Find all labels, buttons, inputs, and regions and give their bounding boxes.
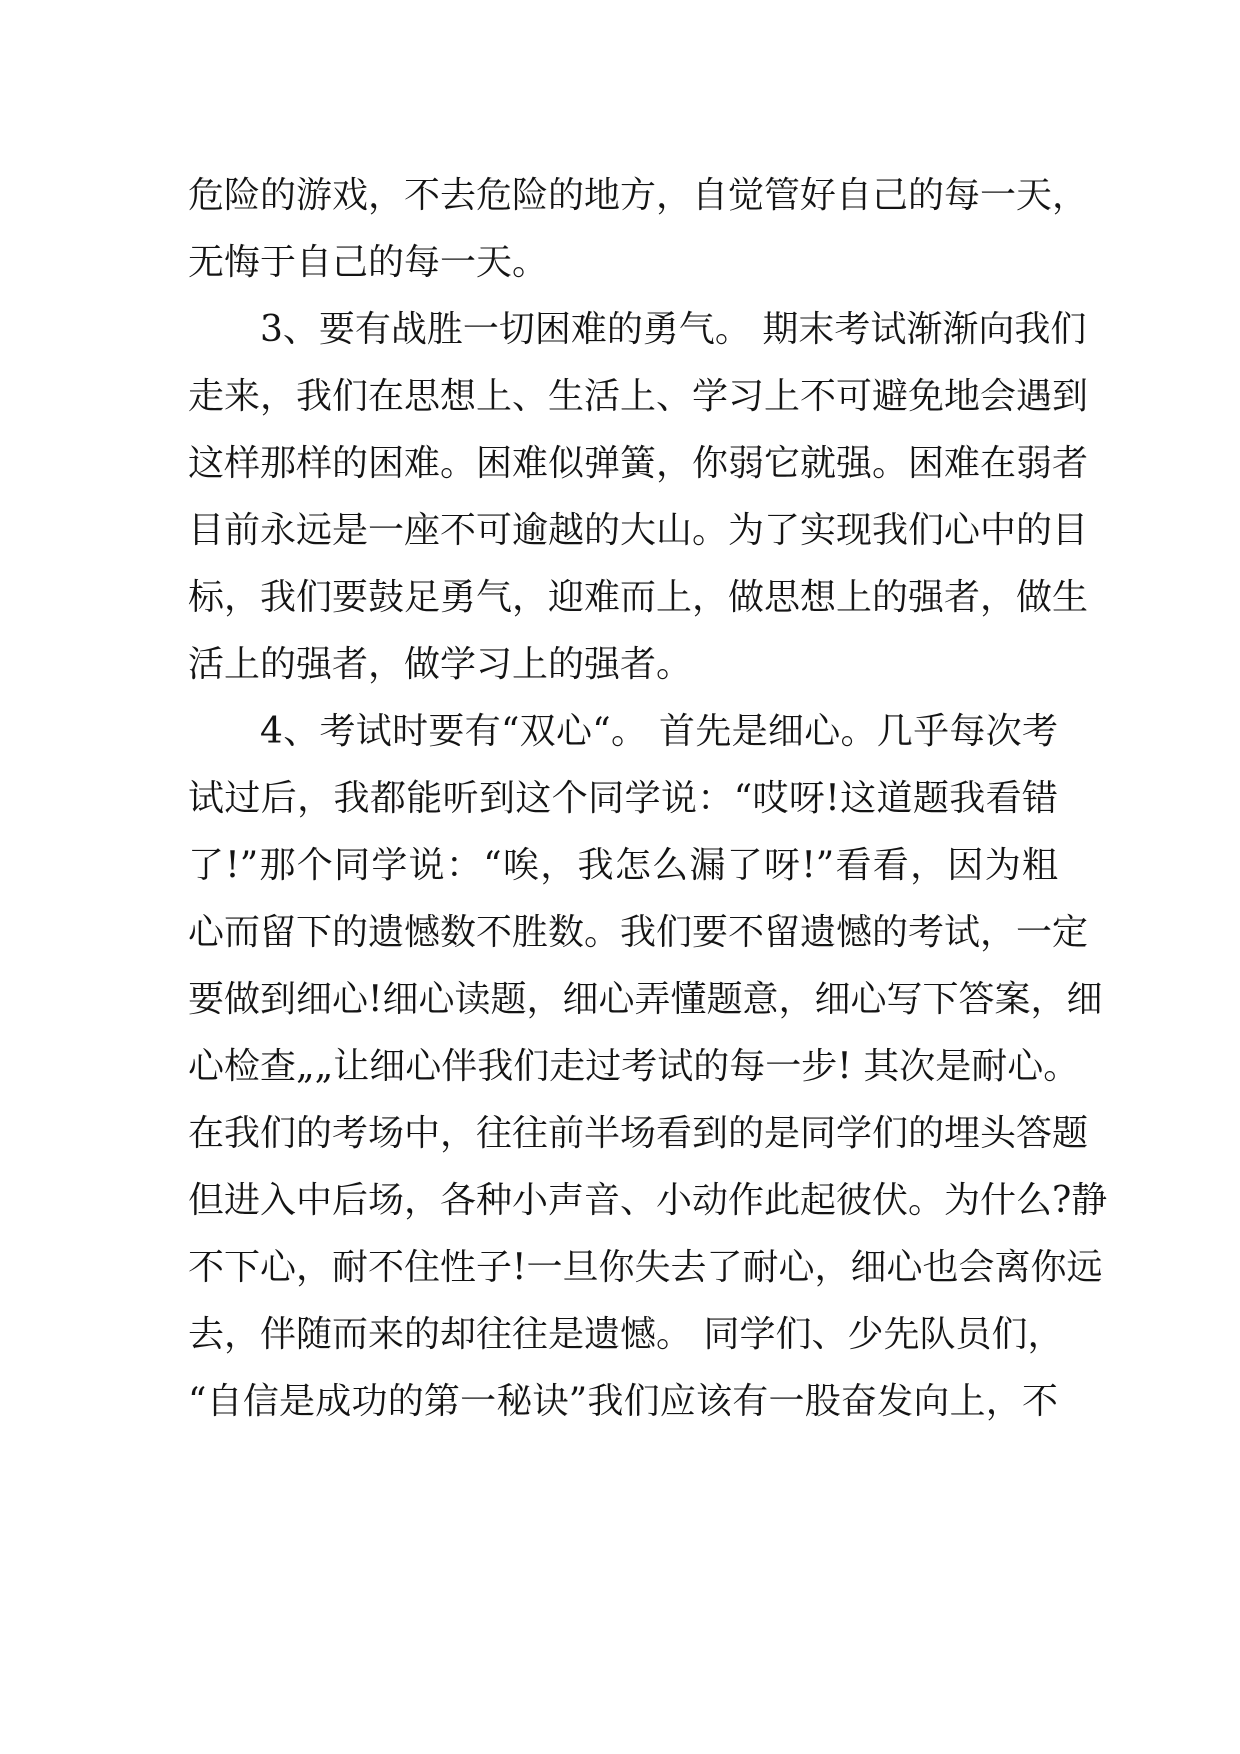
text-line: 活上的强者，做学习上的强者。: [188, 644, 693, 685]
paragraph-3-start: 3、要有战胜一切困难的勇气。 期末考试渐渐向我们: [260, 309, 1087, 350]
paragraph-4-start: 4、考试时要有“双心“。 首先是细心。几乎每次考: [260, 711, 1058, 752]
text-line: 心检查„„让细心伴我们走过考试的每一步! 其次是耐心。: [188, 1046, 1080, 1087]
text-line: 这样那样的困难。困难似弹簧，你弱它就强。困难在弱者: [188, 443, 1089, 484]
text-line: “自信是成功的第一秘诀”我们应该有一股奋发向上，不: [188, 1381, 1058, 1422]
text-line: 危险的游戏，不去危险的地方，自觉管好自己的每一天，: [188, 175, 1089, 216]
text-line: 要做到细心!细心读题，细心弄懂题意，细心写下答案，细: [188, 979, 1103, 1020]
text-line: 无悔于自己的每一天。: [188, 242, 549, 283]
text-line: 在我们的考场中，往往前半场看到的是同学们的埋头答题: [188, 1113, 1089, 1154]
text-line: 但进入中后场，各种小声音、小动作此起彼伏。为什么?静: [188, 1180, 1108, 1221]
text-line: 标，我们要鼓足勇气，迎难而上，做思想上的强者，做生: [188, 577, 1089, 618]
text-line: 试过后，我都能听到这个同学说：“哎呀!这道题我看错: [188, 778, 1058, 819]
text-line: 不下心，耐不住性子!一旦你失去了耐心，细心也会离你远: [188, 1247, 1103, 1288]
text-line: 心而留下的遗憾数不胜数。我们要不留遗憾的考试，一定: [188, 912, 1089, 953]
text-line: 去，伴随而来的却往往是遗憾。 同学们、少先队员们，: [188, 1314, 1064, 1355]
text-line: 了!”那个同学说：“唉，我怎么漏了呀!”看看，因为粗: [188, 845, 1058, 886]
text-line: 走来，我们在思想上、生活上、学习上不可避免地会遇到: [188, 376, 1089, 417]
body-text: [188, 162, 1108, 1435]
text-line: 目前永远是一座不可逾越的大山。为了实现我们心中的目: [188, 510, 1089, 551]
